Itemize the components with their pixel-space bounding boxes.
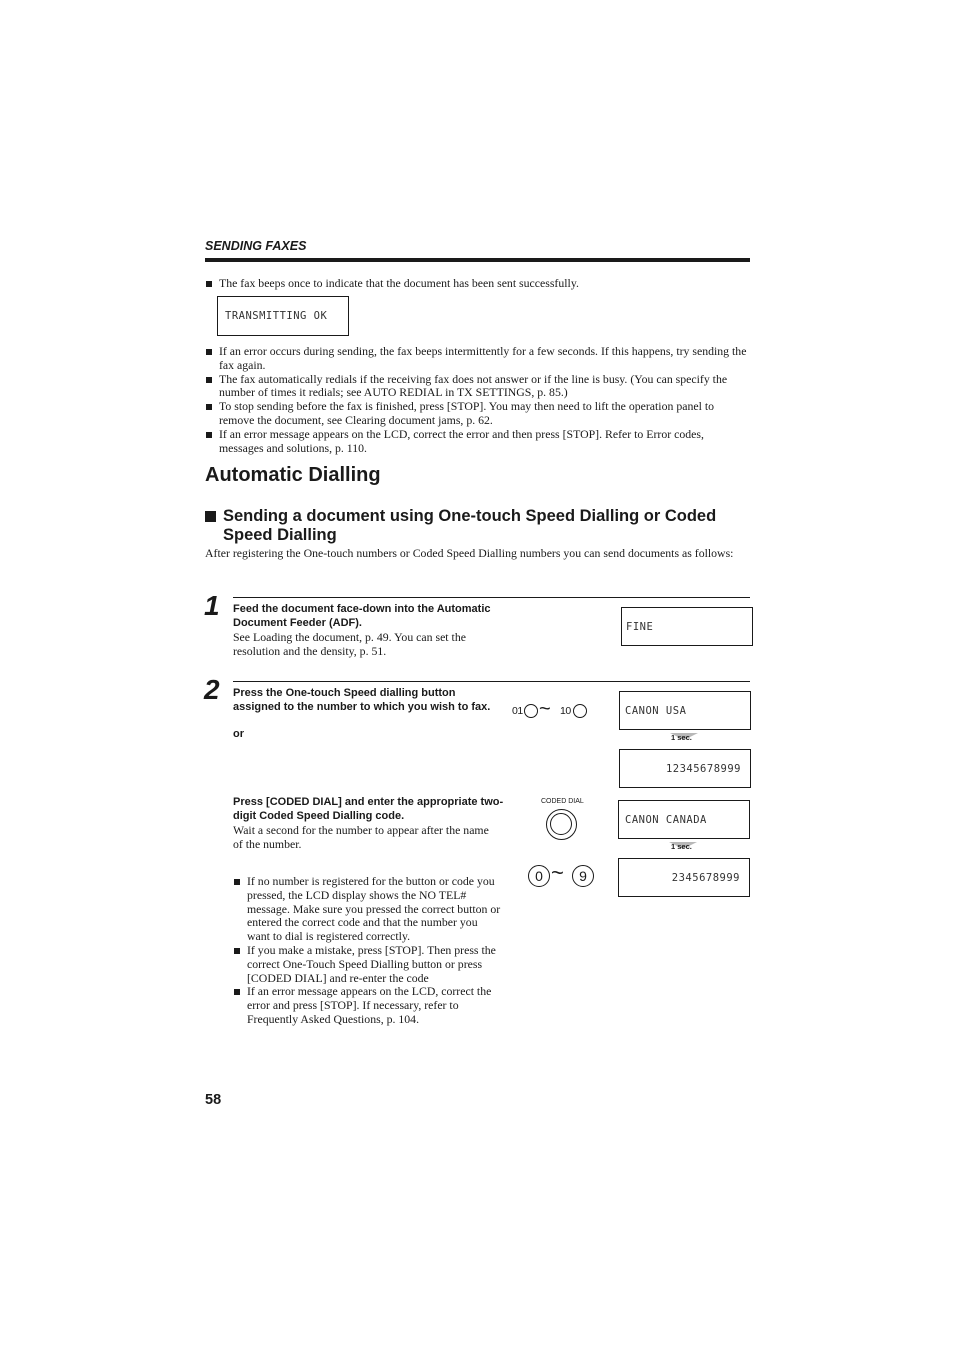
onetouch-button-icon[interactable]	[524, 704, 538, 718]
bullet-error-sending: If an error occurs during sending, the fax beeps intermittently for a few seconds. If this happens, try sending the fax again.	[205, 345, 750, 373]
step-2-detail: Wait a second for the number to appear after the name of the number.	[233, 823, 489, 851]
coded-dial-button-icon[interactable]	[546, 809, 577, 840]
lcd-display-number-usa: 12345678999	[619, 749, 751, 788]
step-1-number: 1	[204, 590, 220, 621]
bullet-stop-sending: To stop sending before the fax is finished, press [STOP]. You may then need to lift the operation panel to remove the document, see Clearing document jams, p. 62.	[205, 400, 750, 428]
lcd-display-transmitting	[217, 296, 349, 336]
bullet-text: The fax beeps once to indicate that the document has been sent successfully.	[219, 276, 579, 290]
bullet-error-lcd: If an error message appears on the LCD, correct the error and press [STOP]. If necessary, refer to Frequently Asked Questions, p. 104.	[233, 985, 503, 1026]
onetouch-end-label: 10	[560, 705, 571, 717]
digit-key-icon[interactable]: 0	[528, 865, 550, 887]
digit-keys-illustration	[528, 860, 598, 889]
timing-label: 1 sec.	[671, 733, 692, 742]
bullet-no-number: If no number is registered for the button or code you pressed, the LCD display shows the NO TEL# message. Make sure you pressed the correct button or entered the correct code and that the number you want to dial is registered correctly.	[233, 875, 503, 944]
onetouch-buttons-illustration	[512, 698, 592, 720]
lcd-display-fine: FINE	[621, 607, 753, 646]
page-title: Automatic Dialling	[205, 464, 381, 486]
lcd-text: TRANSMITTING OK	[225, 310, 328, 322]
lcd-display-canon-usa: CANON USA	[619, 691, 751, 730]
digit-key-icon[interactable]: 9	[572, 865, 594, 887]
step-1-detail: See Loading the document, p. 49. You can set the resolution and the density, p. 51.	[233, 630, 466, 658]
step-2-instruction-onetouch: Press the One-touch Speed dialling button assigned to the number to which you wish to fax.	[233, 687, 491, 713]
page-number: 58	[205, 1092, 222, 1108]
bullet-mistake: If you make a mistake, press [STOP]. Then press the correct One-Touch Speed Dialling button or press [CODED DIAL] and re-enter the code	[233, 944, 503, 985]
step-2-rule	[233, 681, 750, 682]
onetouch-start-label: 01	[512, 705, 523, 717]
step-2-or: or	[233, 728, 244, 740]
bullet-sent-successfully	[205, 277, 759, 291]
step-1-rule	[233, 597, 750, 598]
timing-label: 1 sec.	[671, 842, 692, 851]
lcd-display-canon-canada: CANON CANADA	[618, 800, 750, 839]
range-tilde: ~	[551, 860, 564, 885]
coded-dial-inner-icon	[550, 813, 572, 835]
step-2-instruction-coded: Press [CODED DIAL] and enter the appropriate two-digit Coded Speed Dialling code.	[233, 796, 504, 822]
range-tilde: ~	[539, 698, 551, 720]
section-header: SENDING FAXES	[205, 239, 307, 253]
step-2-bullet-list	[233, 875, 503, 1027]
bullet-error-message: If an error message appears on the LCD, correct the error and then press [STOP]. Refer to Error codes, messages and solutions, p. 110.	[205, 428, 750, 456]
lcd-display-number-canada: 2345678999	[618, 858, 750, 897]
intro-bullet-list	[205, 345, 750, 455]
coded-dial-label: CODED DIAL	[541, 798, 584, 805]
square-bullet-icon	[205, 511, 216, 522]
step-1-instruction: Feed the document face-down into the Automatic Document Feeder (ADF).	[233, 603, 491, 629]
step-2-number: 2	[204, 674, 220, 705]
header-rule	[205, 258, 750, 262]
onetouch-button-icon[interactable]	[573, 704, 587, 718]
bullet-auto-redial: The fax automatically redials if the receiving fax does not answer or if the line is busy. (You can specify the number of times it redials; see AUTO REDIAL in TX SETTINGS, p. 85.)	[205, 373, 750, 401]
intro-paragraph: After registering the One-touch numbers or Coded Speed Dialling numbers you can send documents as follows:	[205, 546, 734, 560]
